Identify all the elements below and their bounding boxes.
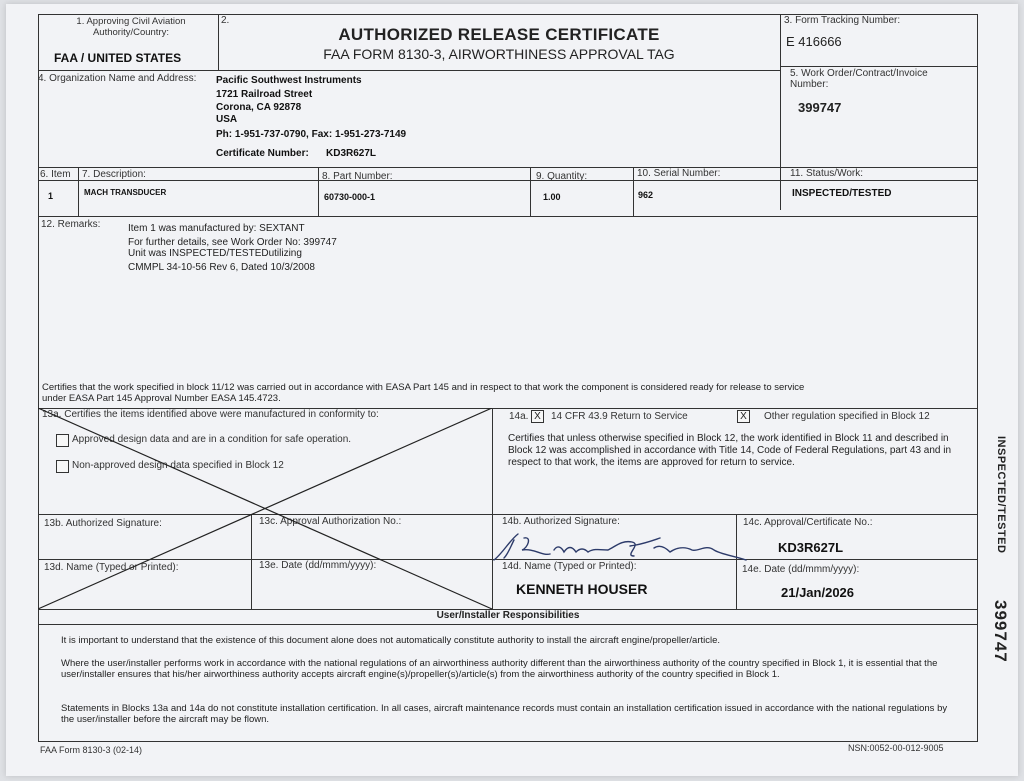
org-cert-label: Certificate Number:	[216, 148, 309, 159]
block12-label: 12. Remarks:	[41, 219, 101, 230]
block13b-label: 13b. Authorized Signature:	[44, 518, 162, 529]
serial-number-header: 10. Serial Number:	[637, 168, 721, 179]
description-header: 7. Description:	[82, 169, 146, 180]
form-subtitle: FAA FORM 8130-3, AIRWORTHINESS APPROVAL TAG	[323, 46, 675, 62]
item-header: 6. Item	[40, 169, 71, 180]
side-status-label: INSPECTED/TESTED	[995, 436, 1007, 554]
org-street: 1721 Railroad Street	[216, 89, 313, 100]
responsibilities-paragraph-2: Where the user/installer performs work in accordance with the national regulations of an airworthiness authority different than the airworthiness authority of the country specified in Block 1, it is essential that the user/installer ensures that his/her airworthiness authority accepts aircraft engine(s)/propeller(s)/article(s) from the airworthiness authority of the country specified in Block 1.	[61, 658, 938, 680]
nsn-number: NSN:0052-00-012-9005	[848, 743, 944, 753]
status-header: 11. Status/Work:	[790, 168, 863, 179]
part-number-value: 60730-000-1	[324, 192, 376, 202]
divider	[78, 167, 79, 216]
divider	[530, 167, 531, 216]
block14a-label: 14a.	[509, 411, 529, 422]
remarks-line-2: For further details, see Work Order No: 399747	[128, 237, 337, 248]
approved-design-label: Approved design data and are in a condition for safe operation.	[72, 434, 352, 445]
block13a-label: 13a. Certifies the items identified above were manufactured in conformity to:	[42, 409, 379, 420]
block13c-label: 13c. Approval Authorization No.:	[259, 516, 402, 527]
divider	[780, 66, 978, 67]
responsibilities-paragraph-3: Statements in Blocks 13a and 14a do not constitute installation certification. In all cases, aircraft maintenance records must contain an installation certification issued in accordance with the national regulations by the user/installer before the aircraft may be flown.	[61, 703, 948, 725]
block1-value: FAA / UNITED STATES	[54, 51, 182, 65]
easa-statement: Certifies that the work specified in block 11/12 was carried out in accordance with EASA Part 145 and in respect to that work the component is considered ready for release to service under EASA Part 145 Approval Number EASA 145.4723.	[42, 382, 805, 404]
form-title: AUTHORIZED RELEASE CERTIFICATE	[338, 25, 660, 44]
border-bottom	[38, 741, 978, 742]
remarks-line-3: Unit was INSPECTED/TESTEDutilizing	[128, 248, 302, 259]
org-cert-value: KD3R627L	[326, 148, 377, 159]
other-regulation-checkbox[interactable]: X	[737, 410, 750, 423]
quantity-value: 1.00	[543, 192, 561, 202]
divider	[318, 167, 319, 216]
divider	[38, 180, 978, 181]
org-name: Pacific Southwest Instruments	[216, 75, 362, 86]
remarks-line-1: Item 1 was manufactured by: SEXTANT	[128, 223, 305, 234]
responsibilities-title: User/Installer Responsibilities	[436, 610, 580, 621]
block14b-label: 14b. Authorized Signature:	[502, 516, 620, 527]
border-left	[38, 14, 39, 742]
return-to-service-label: 14 CFR 43.9 Return to Service	[551, 411, 688, 422]
border-right	[977, 14, 978, 742]
block5-label: 5. Work Order/Contract/Invoice Number:	[790, 68, 928, 90]
block14a-certification-text: Certifies that unless otherwise specified in Block 12, the work identified in Block 11 and described in Block 12 was accomplished in accordance with Title 14, Code of Federal Regulations, part 43 and in respect to that work, the items are approved for return to service.	[508, 433, 952, 468]
remarks-line-4: CMMPL 34-10-56 Rev 6, Dated 10/3/2008	[128, 262, 315, 273]
quantity-header: 9. Quantity:	[536, 171, 588, 182]
block2-label: 2.	[221, 15, 230, 26]
form-version: FAA Form 8130-3 (02-14)	[40, 745, 143, 755]
block14e-label: 14e. Date (dd/mmm/yyyy):	[742, 564, 860, 575]
signer-name: KENNETH HOUSER	[516, 581, 648, 597]
block1-label: 1. Approving Civil Aviation Authority/Country:	[76, 16, 186, 38]
divider	[38, 70, 780, 71]
block13d-label: 13d. Name (Typed or Printed):	[44, 562, 179, 573]
block13e-label: 13e. Date (dd/mmm/yyyy):	[259, 560, 377, 571]
other-regulation-label: Other regulation specified in Block 12	[764, 411, 930, 422]
side-work-order-number: 399747	[991, 600, 1010, 663]
divider	[38, 624, 978, 625]
status-value: INSPECTED/TESTED	[792, 188, 892, 199]
work-order-number: 399747	[798, 100, 842, 115]
org-city: Corona, CA 92878	[216, 102, 302, 113]
non-approved-design-label: Non-approved design data specified in Block 12	[72, 460, 284, 471]
part-number-header: 8. Part Number:	[322, 171, 393, 182]
certificate-paper	[6, 4, 1018, 776]
serial-number-value: 962	[638, 190, 654, 200]
divider	[38, 216, 978, 217]
org-phone: Ph: 1-951-737-0790, Fax: 1-951-273-7149	[216, 129, 407, 140]
block14c-label: 14c. Approval/Certificate No.:	[743, 517, 873, 528]
return-to-service-checkbox[interactable]: X	[531, 410, 544, 423]
org-country: USA	[216, 114, 238, 125]
approval-certificate-number: KD3R627L	[778, 540, 844, 555]
block14d-label: 14d. Name (Typed or Printed):	[502, 561, 637, 572]
tracking-number: E 416666	[786, 34, 842, 49]
divider	[633, 167, 634, 216]
block3-label: 3. Form Tracking Number:	[784, 15, 901, 26]
item-value: 1	[48, 191, 54, 201]
block4-label: 4. Organization Name and Address:	[38, 73, 197, 84]
signature-date: 21/Jan/2026	[781, 585, 855, 600]
description-value: MACH TRANSDUCER	[84, 188, 167, 197]
responsibilities-paragraph-1: It is important to understand that the existence of this document alone does not automatically constitute authority to install the aircraft engine/propeller/article.	[61, 635, 721, 646]
block13-void-cross	[38, 408, 493, 610]
handwritten-signature	[484, 526, 764, 570]
